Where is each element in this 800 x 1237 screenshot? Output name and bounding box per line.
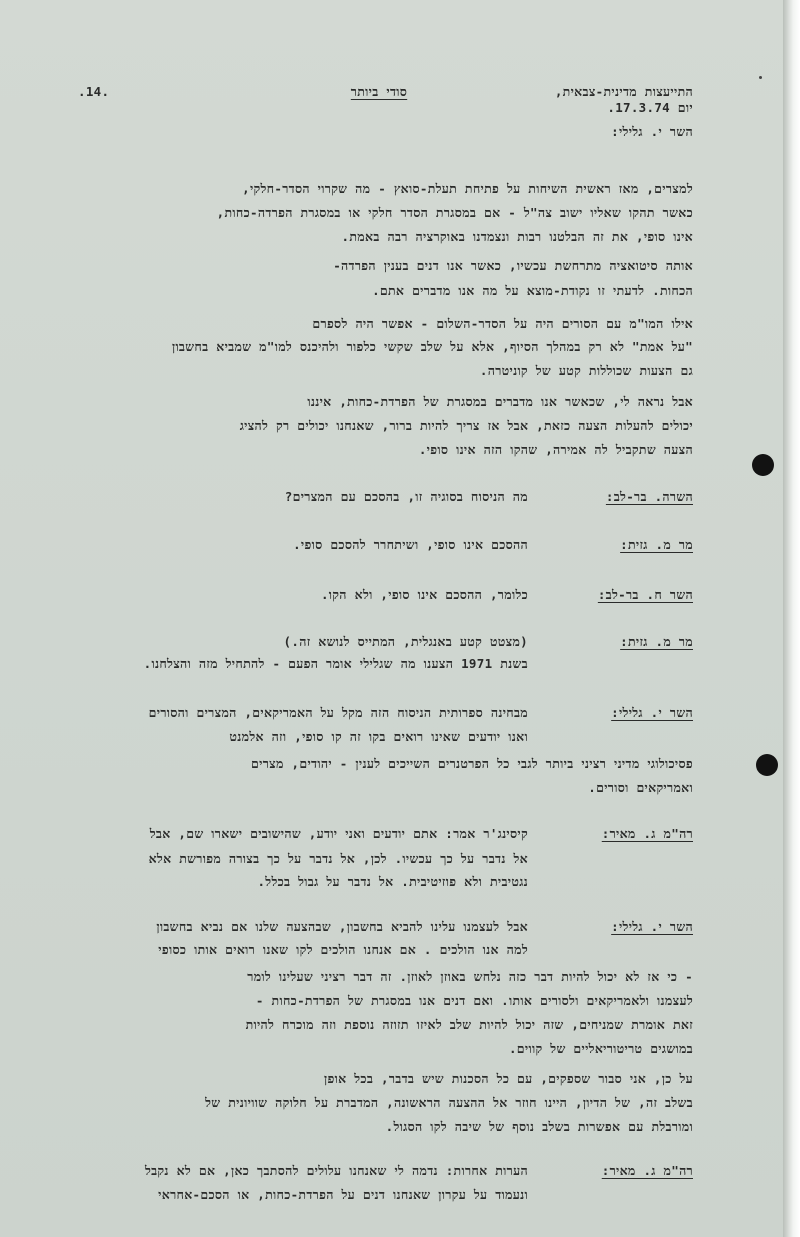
page-edge	[783, 0, 800, 1237]
speaker-label: רה"מ ג. מאיר:	[601, 1163, 693, 1178]
text-line: אינו סופי, את זה הבלטנו רבות ונצמדנו באוקרציה רבה באמת.	[341, 229, 693, 244]
text-line: אל נדבר על כך עכשיו. לכן, אל נדבר על כך בצורה מפורשת אלא	[148, 851, 528, 866]
text-line: יכולים להעלות הצעה כזאת, אבל אז צריך להיות ברור, שאנחנו יכולים רק להציג	[239, 418, 693, 433]
document-org: התייעצות מדינית-צבאית,	[554, 84, 693, 99]
punch-hole	[752, 454, 774, 476]
text-line: גם הצעות שכוללות קטע של קוניטרה.	[479, 363, 693, 378]
speaker-label: מר מ. גזית:	[620, 537, 693, 552]
text-line: הכחות. לדעתי זו נקודת-מוצא על מה אנו מדברים אתם.	[372, 283, 693, 298]
speaker-label: השר י. גלילי:	[611, 124, 693, 139]
text-line: ואנו יודעים שאינו רואים בקו זה קו סופי, וזה אלמנט	[229, 729, 528, 744]
text-line: הצעה שתקביל לה אמירה, שהקו הזה אינו סופי.	[418, 442, 693, 457]
speck	[759, 76, 762, 79]
text-line: קיסינג'ר אמר: אתם יודעים ואני יודע, שהישובים ישארו שם, אבל	[149, 826, 528, 841]
speaker-label: השר י. גלילי:	[611, 705, 693, 720]
text-line: "על אמת" לא רק במהלך הסיוף, אלא על שלב שקשי כלפור ולהיכנס למו"מ שמביא בחשבון	[171, 339, 693, 354]
speaker-label: רה"מ ג. מאיר:	[601, 826, 693, 841]
text-line: (מצטט קטע באנגלית, המתייס לנושא זה.)	[283, 634, 528, 649]
text-line: על כן, אני סבור שספקים, עם כל הסכנות שיש בדבר, בכל אופן	[324, 1071, 693, 1086]
text-line: מה הניסוח בסוגיה זו, בהסכם עם המצרים?	[284, 489, 528, 504]
text-line: בשלב זה, של הדיון, היינו חוזר אל ההצעה הראשונה, המדברת על חלוקה שוויונית של	[205, 1095, 693, 1110]
text-line: אילו המו"מ עם הסורים היה על הסדר-השלום - אפשר היה לספרם	[312, 316, 693, 331]
text-line: אבל לעצמנו עלינו להביא בחשבון, שבהצעה שלנו אם נביא בחשבון	[156, 919, 528, 934]
text-line: בשנת 1971 הצענו מה שגלילי אומר הפעם - להתחיל מזה והצלחנו.	[143, 656, 528, 671]
page-number: .14.	[78, 84, 110, 99]
text-line: למצרים, מאז ראשית השיחות על פתיחת תעלת-סואץ - מה שקרוי הסדר-חלקי,	[242, 181, 693, 196]
text-line: - כי אז לא יכול להיות דבר כזה נלחש באוזן לאוזן. זה דבר רציני שעלינו לומר	[247, 969, 693, 984]
text-line: זאת אומרת שמניחים, שזה יכול להיות שלב לאיזו תזוזה נוספת וזה מוכרח להיות	[245, 1017, 693, 1032]
speaker-label: השר ח. בר-לב:	[597, 587, 693, 602]
text-line: כאשר תהקו שאליו ישוב צה"ל - אם במסגרת הסדר חלקי או במסגרת הפרדה-כחות,	[216, 205, 693, 220]
text-line: אותה סיטואציה מתרחשת עכשיו, כאשר אנו דנים בענין הפרדה-	[333, 258, 693, 273]
speaker-label: השרה. בר-לב:	[605, 489, 693, 504]
text-line: ואמריקאים וסורים.	[588, 780, 693, 795]
text-line: במושגים טריטוריאליים של קווים.	[508, 1041, 693, 1056]
text-line: מבחינה ספרותית הניסוח הזה מקל על האמריקאים, המצרים והסורים	[148, 705, 528, 720]
text-line: למה אנו הולכים . אם אנחנו הולכים לקו שאנו רואים אותו כסופי	[158, 942, 528, 957]
text-line: אבל נראה לי, שכאשר אנו מדברים במסגרת של הפרדת-כחות, איננו	[307, 394, 693, 409]
speaker-label: מר מ. גזית:	[620, 634, 693, 649]
speaker-label: השר י. גלילי:	[611, 919, 693, 934]
text-line: ומורבלת עם אפשרות בשלב נוסף של שיבה לקו הסגול.	[385, 1119, 693, 1134]
text-line: כלומר, ההסכם אינו סופי, ולא הקו.	[320, 587, 528, 602]
text-line: ונעמוד על עקרון שאנחנו דנים על הפרדת-כחות, או הסכם-אחראי	[158, 1187, 528, 1202]
document-classification: סודי ביותר	[350, 84, 408, 99]
text-line: ההסכם אינו סופי, ושיתחרר להסכם סופי.	[293, 537, 528, 552]
text-line: פסיכולוגי מדיני רציני ביותר לגבי כל הפרטנרים השייכים לענין - יהודים, מצרים	[251, 756, 693, 771]
punch-hole	[756, 754, 778, 776]
document-date: יום 17.3.74.	[607, 100, 693, 115]
text-line: לעצמנו ולאמריקאים ולסורים אותו. ואם דנים אנו במסגרת של הפרדת-כחות -	[255, 993, 693, 1008]
text-line: הערות אחרות: נדמה לי שאנחנו עלולים להסתבך כאן, אם לא נקבל	[144, 1163, 528, 1178]
text-line: נגטיבית ולא פוזיטיבית. אל נדבר על גבול בכלל.	[257, 874, 528, 889]
